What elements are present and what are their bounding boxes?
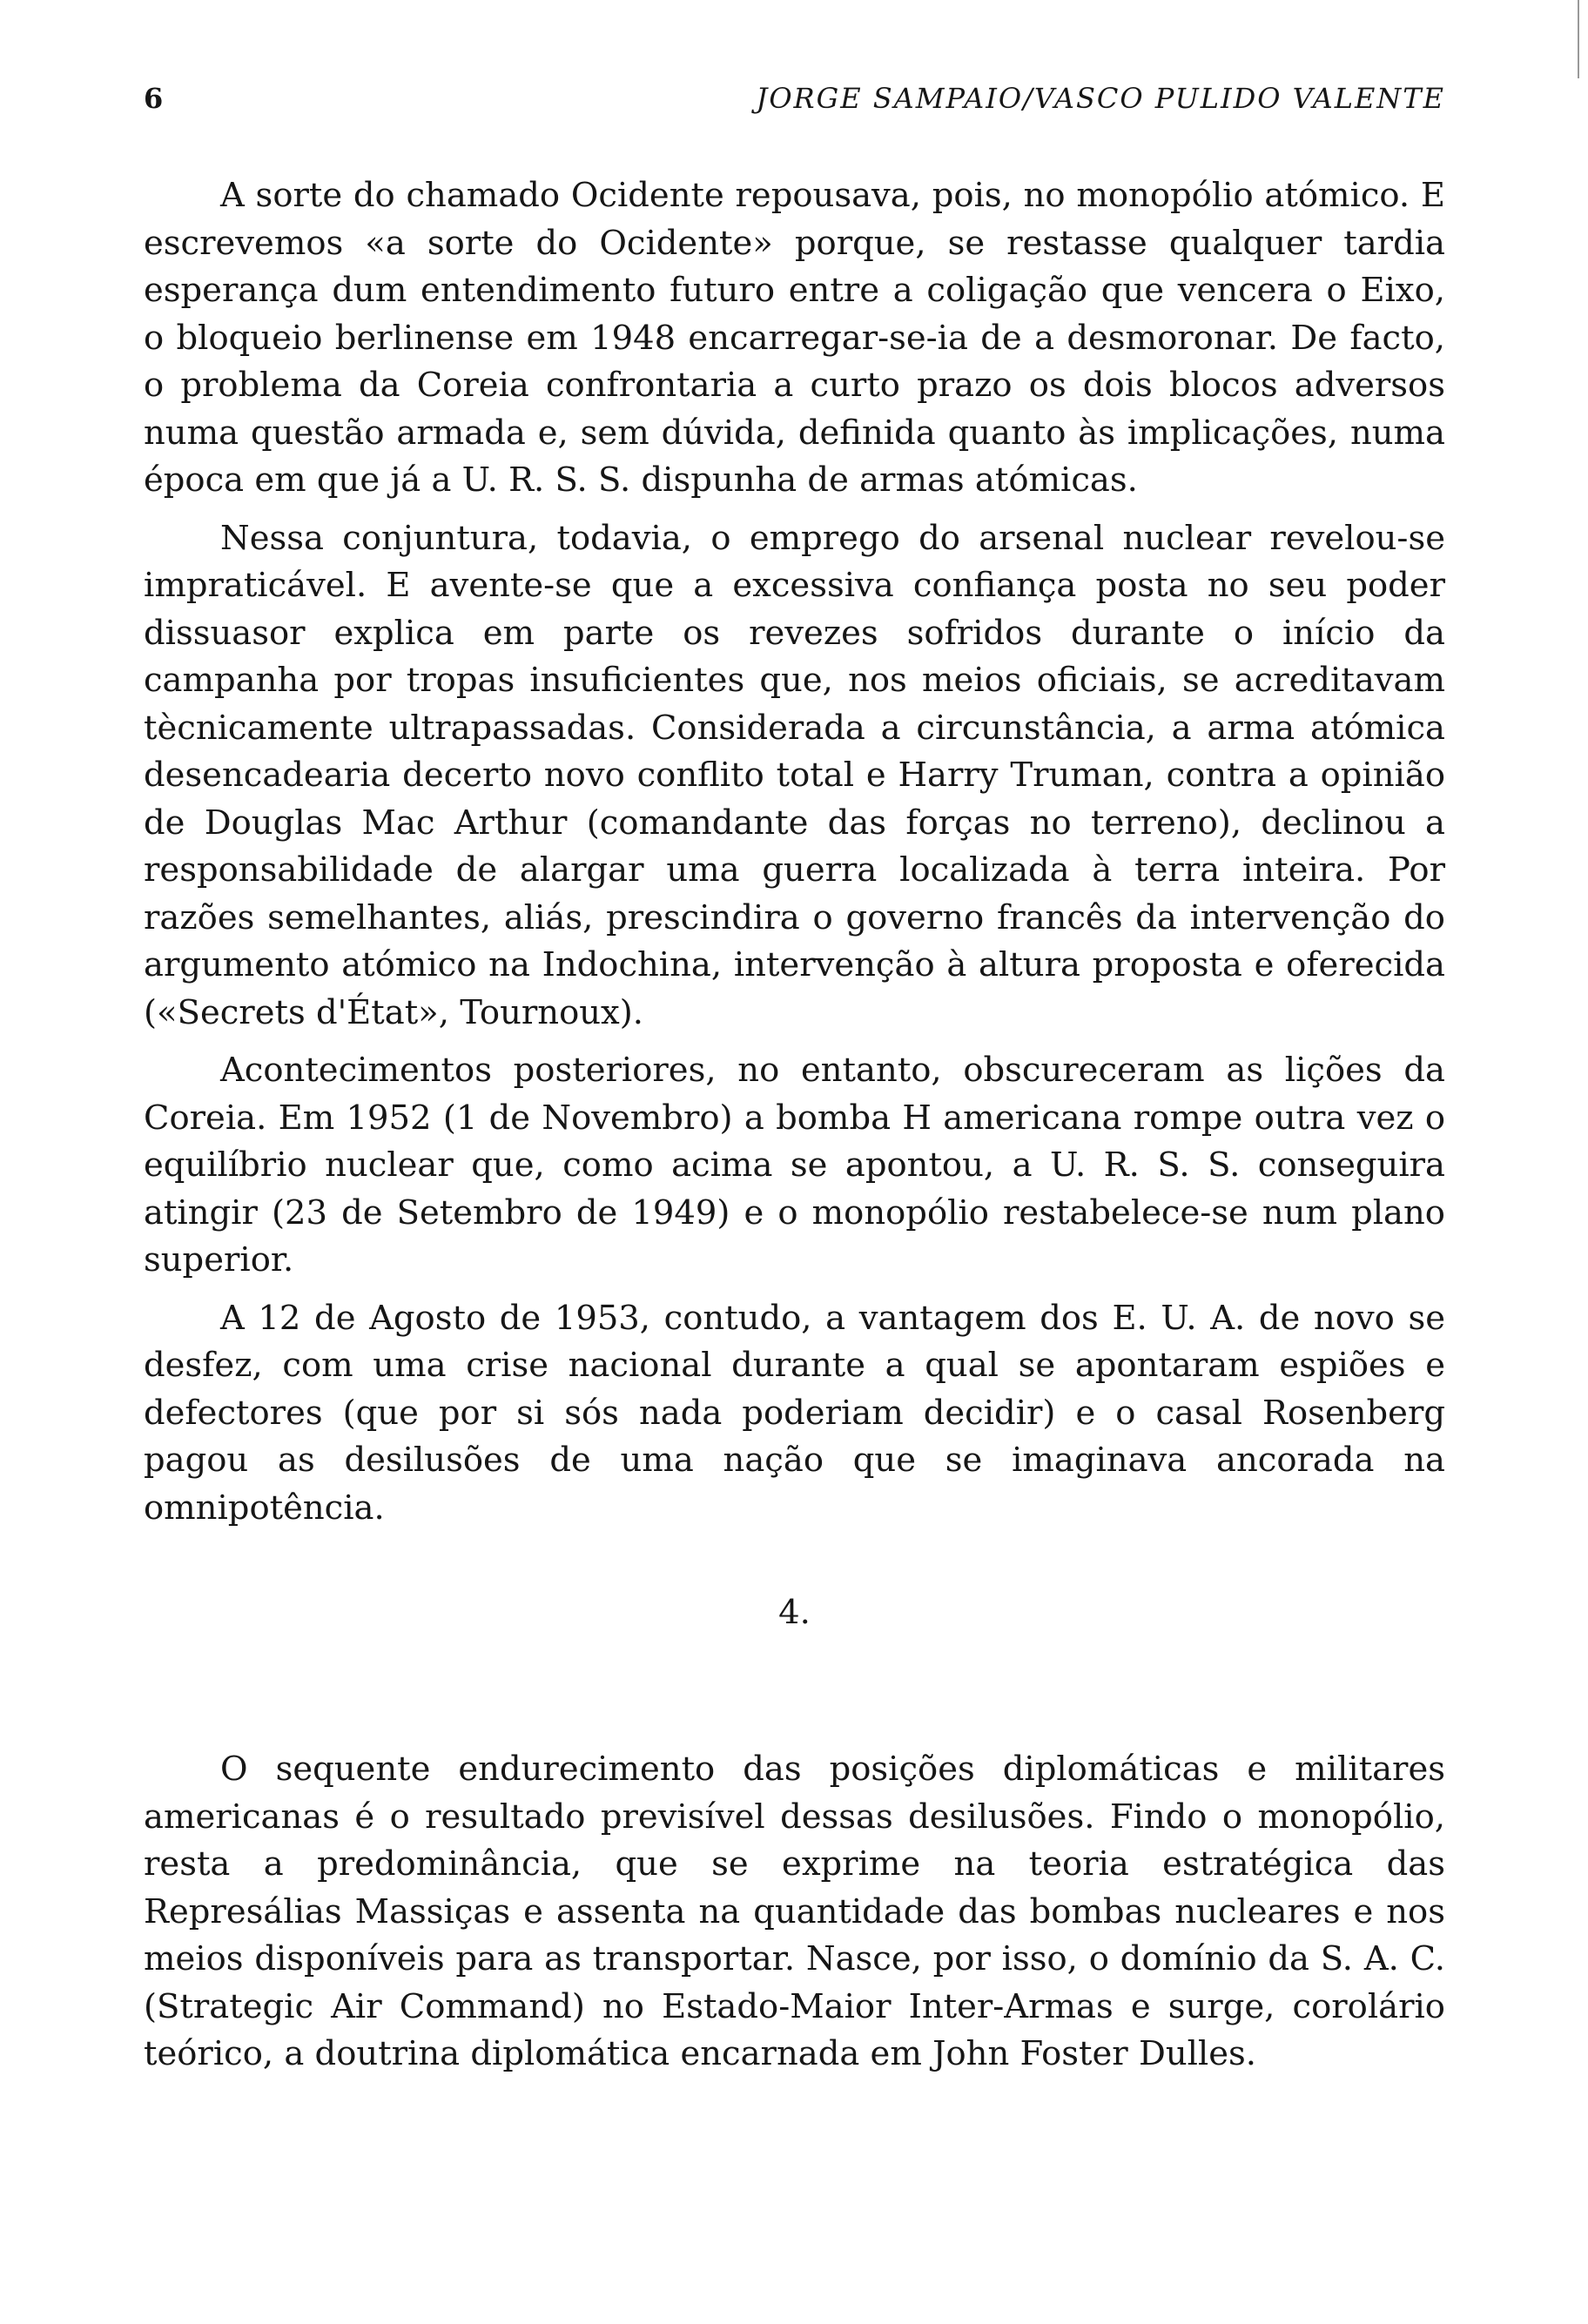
section-number: 4. — [778, 1593, 811, 1632]
body-text-section-3 — [144, 172, 1445, 1532]
paragraph-august-1953: A 12 de Agosto de 1953, contudo, a vantagem dos E. U. A. de novo se desfez, com uma crise nacional durante a qual se apontaram espiões e defectores (que por si sós nada poderiam decidir) e o casal Rosenberg pagou as desilusões de uma nação que se imaginava ancorada na omnipotência. — [144, 1298, 1445, 1528]
body-text-section-4 — [144, 1746, 1445, 2079]
paragraph-diplomatic-hardening: O sequente endurecimento das posições diplomáticas e militares americanas é o resultado previsível dessas desilusões. Findo o monopólio, resta a predominância, que se exprime na teoria estratégica das Represálias Massiças e assenta na quantidade das bombas nucleares e nos meios disponíveis para as transportar. Nasce, por isso, o domínio da S. A. C. (Strategic Air Command) no Estado-Maior Inter-Armas e surge, corolário teórico, a doutrina diplomática encarnada em John Foster Dulles. — [144, 1750, 1445, 2073]
running-title: JORGE SAMPAIO/VASCO PULIDO VALENTE — [756, 82, 1445, 115]
running-header — [144, 77, 1445, 120]
paragraph-nuclear-arsenal: Nessa conjuntura, todavia, o emprego do arsenal nuclear revelou-se impraticável. E avente-se que a excessiva confiança posta no seu poder dissuasor explica em parte os revezes sofridos durante o início da campanha por tropas insuficientes que, nos meios oficiais, se acreditavam tècnicamente ultrapassadas. Considerada a circunstância, a arma atómica desencadearia decerto novo conflito total e Harry Truman, contra a opinião de Douglas Mac Arthur (comandante das forças no terreno), declinou a responsabilidade de alargar uma guerra localizada à terra inteira. Por razões semelhantes, aliás, prescindira o governo francês da intervenção do argumento atómico na Indochina, intervenção à altura proposta e oferecida («Secrets d'État», Tournoux). — [144, 518, 1445, 1032]
scan-edge-mark — [1578, 0, 1579, 78]
page-number: 6 — [144, 82, 164, 115]
paragraph-atomic-monopoly: A sorte do chamado Ocidente repousava, pois, no monopólio atómico. E escrevemos «a sorte do Ocidente» porque, se restasse qualquer tardia esperança dum entendimento futuro entre a coligação que vencera o Eixo, o bloqueio berlinense em 1948 encarregar-se-ia de a desmoronar. De facto, o problema da Coreia confrontaria a curto prazo os dois blocos adversos numa questão armada e, sem dúvida, definida quanto às implicações, numa época em que já a U. R. S. S. dispunha de armas atómicas. — [144, 176, 1445, 500]
paragraph-later-events: Acontecimentos posteriores, no entanto, obscureceram as lições da Coreia. Em 1952 (1 de Novembro) a bomba H americana rompe outra vez o equilíbrio nuclear que, como acima se apontou, a U. R. S. S. conseguira atingir (23 de Setembro de 1949) e o monopólio restabelece-se num plano superior. — [144, 1051, 1445, 1280]
